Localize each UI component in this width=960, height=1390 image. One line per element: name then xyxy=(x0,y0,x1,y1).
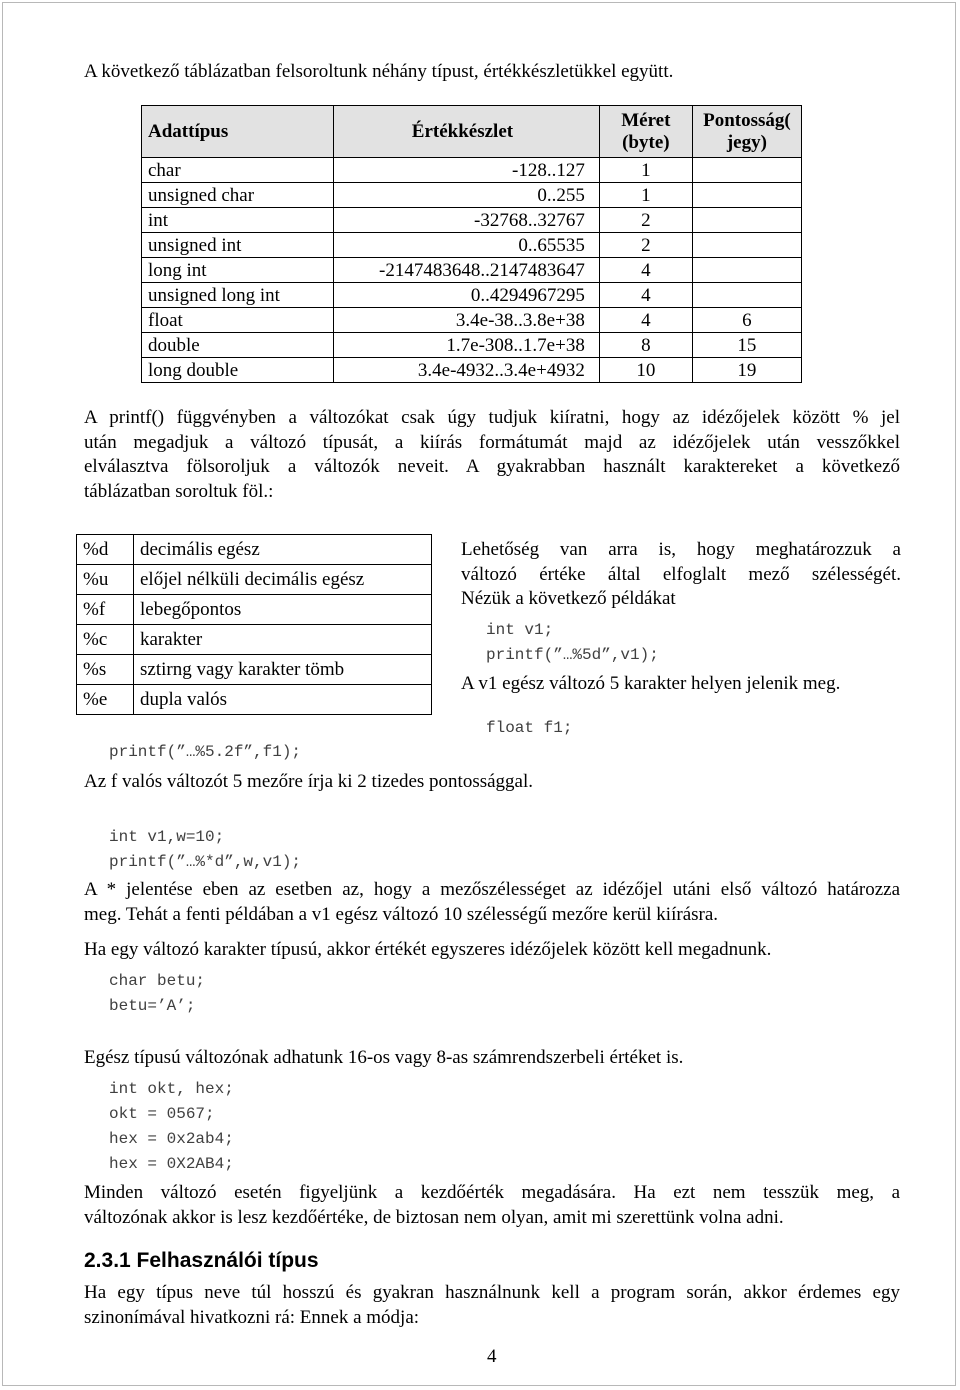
type-name: unsigned int xyxy=(142,233,334,258)
table-row xyxy=(142,158,802,183)
type-precision: 15 xyxy=(692,333,801,358)
type-precision xyxy=(692,283,801,308)
format-desc: előjel nélküli decimális egész xyxy=(134,565,432,595)
paragraph-line: elválasztva fölsoroljuk a változók neveit. A gyakrabban használt karaktereket a következő xyxy=(84,456,900,477)
paragraph-line: után megadjuk a változó típusát, a kiírás formátumát majd az idézőjelek után vesszőkkel xyxy=(84,431,900,453)
code-line: betu=’A’; xyxy=(109,997,196,1015)
code-line: hex = 0x2ab4; xyxy=(109,1130,234,1148)
header-size xyxy=(599,106,692,158)
table-row xyxy=(77,565,432,595)
format-table xyxy=(76,534,432,715)
hex-text: Egész típusú változónak adhatunk 16-os vagy 8-as számrendszerbeli értéket is. xyxy=(84,1047,684,1068)
float-explain-text: Az f valós változót 5 mezőre írja ki 2 tizedes pontossággal. xyxy=(84,771,534,792)
format-code: %e xyxy=(77,685,134,715)
types-table xyxy=(141,105,802,383)
type-name: char xyxy=(142,158,334,183)
type-name: long int xyxy=(142,258,334,283)
star-paragraph xyxy=(84,878,900,927)
type-precision: 19 xyxy=(692,358,801,383)
type-size: 1 xyxy=(599,183,692,208)
header-range: Értékkészlet xyxy=(334,106,600,158)
type-precision xyxy=(692,233,801,258)
paragraph-line: Lehetőség van arra is, hogy meghatározzuk a xyxy=(461,539,901,560)
paragraph-line: változónak akkor is lesz kezdőértéke, de biztosan nem olyan, amit mi szerettünk volna adni. xyxy=(84,1206,784,1228)
table-row xyxy=(142,283,802,308)
types-table-header xyxy=(142,106,802,158)
intro-text: A következő táblázatban felsoroltunk néhány típust, értékkészletükkel együtt. xyxy=(84,61,674,82)
paragraph-line: Nézük a következő példákat xyxy=(461,588,676,609)
format-code: %s xyxy=(77,655,134,685)
code-line: printf(”…%*d”,w,v1); xyxy=(109,853,302,871)
header-precision xyxy=(692,106,801,158)
type-range: 0..255 xyxy=(334,183,600,208)
table-row xyxy=(77,685,432,715)
table-row xyxy=(142,258,802,283)
format-desc: dupla valós xyxy=(134,685,432,715)
type-name: unsigned char xyxy=(142,183,334,208)
format-code: %c xyxy=(77,625,134,655)
type-size: 4 xyxy=(599,283,692,308)
type-precision xyxy=(692,258,801,283)
paragraph-line: A * jelentése eben az esetben az, hogy a mezőszélességet az idézőjel utáni első változó határozza xyxy=(84,879,900,900)
format-desc: lebegőpontos xyxy=(134,595,432,625)
type-size: 1 xyxy=(599,158,692,183)
header-size-line2: (byte) xyxy=(622,131,670,153)
table-row xyxy=(142,233,802,258)
page-number: 4 xyxy=(487,1346,497,1367)
table-row xyxy=(77,655,432,685)
header-precision-line1: Pontosság( xyxy=(703,109,791,131)
type-name: unsigned long int xyxy=(142,283,334,308)
paragraph-line: Minden változó esetén figyeljünk a kezdőérték megadására. Ha ezt nem tesszük meg, a xyxy=(84,1182,900,1203)
section-paragraph xyxy=(84,1281,900,1330)
type-range: 0..65535 xyxy=(334,233,600,258)
type-range: 1.7e-308..1.7e+38 xyxy=(334,333,600,358)
type-range: 0..4294967295 xyxy=(334,283,600,308)
type-precision: 6 xyxy=(692,308,801,333)
type-precision xyxy=(692,208,801,233)
type-range: 3.4e-4932..3.4e+4932 xyxy=(334,358,600,383)
type-precision xyxy=(692,183,801,208)
type-name: float xyxy=(142,308,334,333)
code-line: okt = 0567; xyxy=(109,1105,215,1123)
char-text: Ha egy változó karakter típusú, akkor értékét egyszeres idézőjelek között kell megadnunk. xyxy=(84,939,772,960)
table-row xyxy=(77,625,432,655)
code-line: int v1; xyxy=(486,621,554,639)
type-range: -128..127 xyxy=(334,158,600,183)
code-line: float f1; xyxy=(486,719,573,737)
header-size-line1: Méret xyxy=(621,109,671,131)
table-row xyxy=(142,333,802,358)
table-row xyxy=(142,183,802,208)
code-line: printf(”…%5d”,v1); xyxy=(486,646,659,664)
table-row xyxy=(142,358,802,383)
init-paragraph xyxy=(84,1181,900,1230)
code-line: char betu; xyxy=(109,972,206,990)
format-code: %f xyxy=(77,595,134,625)
code-line: printf(”…%5.2f”,f1); xyxy=(109,743,302,761)
header-type: Adattípus xyxy=(142,106,334,158)
type-range: 3.4e-38..3.8e+38 xyxy=(334,308,600,333)
type-size: 2 xyxy=(599,208,692,233)
type-size: 10 xyxy=(599,358,692,383)
type-size: 4 xyxy=(599,258,692,283)
header-precision-line2: jegy) xyxy=(726,131,767,153)
explain-text: A v1 egész változó 5 karakter helyen jelenik meg. xyxy=(461,673,841,694)
table-row xyxy=(142,208,802,233)
table-row xyxy=(142,308,802,333)
paragraph-line: A printf() függvényben a változókat csak úgy tudjuk kiíratni, hogy az idézőjelek között % jel xyxy=(84,407,900,428)
type-size: 8 xyxy=(599,333,692,358)
paragraph-line: Ha egy típus neve túl hosszú és gyakran használnunk kell a program során, akkor érdemes egy xyxy=(84,1282,900,1303)
format-code: %d xyxy=(77,535,134,565)
paragraph-line: táblázatban soroltuk föl.: xyxy=(84,480,274,502)
type-precision xyxy=(692,158,801,183)
code-line: int v1,w=10; xyxy=(109,828,225,846)
format-code: %u xyxy=(77,565,134,595)
type-name: long double xyxy=(142,358,334,383)
type-size: 4 xyxy=(599,308,692,333)
code-line: hex = 0X2AB4; xyxy=(109,1155,234,1173)
type-name: int xyxy=(142,208,334,233)
type-name: double xyxy=(142,333,334,358)
section-heading: 2.3.1 Felhasználói típus xyxy=(84,1249,319,1272)
format-desc: karakter xyxy=(134,625,432,655)
type-range: -32768..32767 xyxy=(334,208,600,233)
width-paragraph xyxy=(461,538,901,612)
paragraph-line: meg. Tehát a fenti példában a v1 egész változó 10 szélességű mezőre kerül kiírásra. xyxy=(84,903,719,925)
paragraph-line: változó értéke által elfoglalt mező szélességét. xyxy=(461,563,901,585)
format-desc: decimális egész xyxy=(134,535,432,565)
type-range: -2147483648..2147483647 xyxy=(334,258,600,283)
code-line: int okt, hex; xyxy=(109,1080,234,1098)
type-size: 2 xyxy=(599,233,692,258)
printf-paragraph xyxy=(84,406,900,504)
format-desc: sztirng vagy karakter tömb xyxy=(134,655,432,685)
table-row xyxy=(77,595,432,625)
paragraph-line: szinonímával hivatkozni rá: Ennek a módja: xyxy=(84,1306,420,1328)
table-row xyxy=(77,535,432,565)
